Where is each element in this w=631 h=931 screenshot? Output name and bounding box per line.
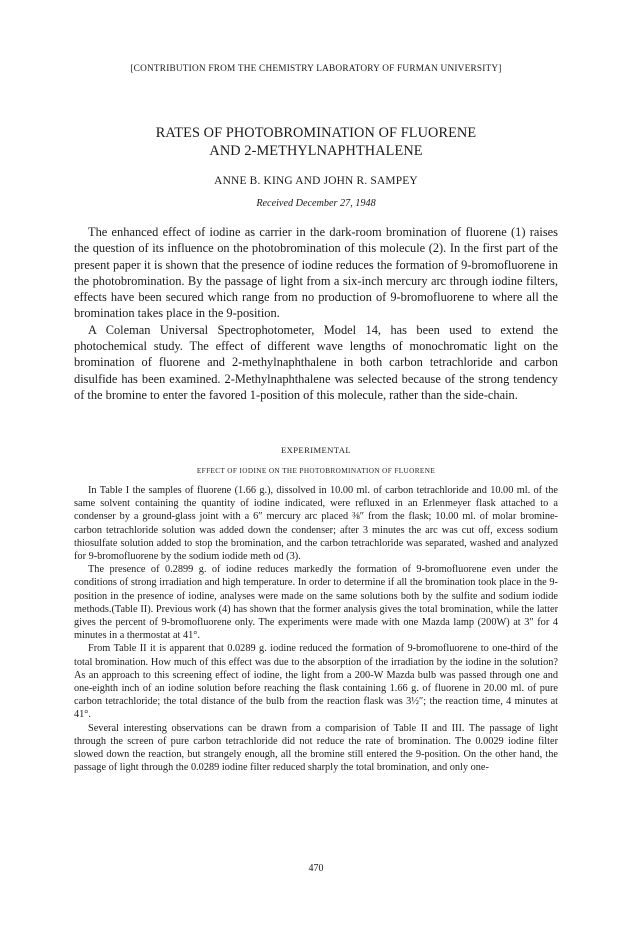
subsection-heading: EFFECT OF IODINE ON THE PHOTOBROMINATION OF FLUORENE	[196, 467, 436, 475]
intro-paragraph: The enhanced effect of iodine as carrier in the dark-room bromination of fluorene (1) raises the question of its influence on the photobromination of this molecule (2). In the first part of the present paper it is shown that the presence of iodine reduces the formation of 9-bromofluorene in the photobromination. By the passage of light from a six-inch mercury arc through iodine filters, effects have been secured which range from no production of 9-bromofluorene to where all the bromination takes place in the 9-position.	[74, 225, 558, 321]
experimental-body	[74, 484, 558, 774]
body-paragraph: In Table I the samples of fluorene (1.66 g.), dissolved in 10.00 ml. of carbon tetrachloride and 10.00 ml. of the same solvent containing the quantity of iodine indicated, were refluxed in an Erlenmeyer flask attached to a condenser by a ground-glass joint with a 6″ mercury arc placed ⅜″ from the flask; 10.00 ml. of molar bromine-carbon tetrachloride solution was added down the condenser; after 3 minutes the arc was cut off, excess sodium thiosulfate solution added to stop the bromination, and the carbon tetrachloride was separated, washed and analyzed for 9-bromofluorene by the sodium iodide meth od (3).	[74, 485, 558, 563]
received-date: Received December 27, 1948	[256, 198, 376, 209]
introduction	[74, 224, 558, 403]
contribution-header: [CONTRIBUTION FROM THE CHEMISTRY LABORATORY OF FURMAN UNIVERSITY]	[130, 64, 502, 74]
body-paragraph: Several interesting observations can be drawn from a comparision of Table II and III. The passage of light through the screen of pure carbon tetrachloride did not reduce the rate of bromination. The 0.0029 iodine filter slowed down the reaction, but strangely enough, all the bromine still entered the 9-position. On the other hand, the passage of light through the 0.0289 iodine filter reduced sharply the total bromination, and only one-	[74, 722, 558, 774]
article-title-line-1: RATES OF PHOTOBROMINATION OF FLUORENE	[155, 125, 477, 141]
section-heading: EXPERIMENTAL	[281, 445, 351, 455]
body-paragraph: The presence of 0.2899 g. of iodine reduces markedly the formation of 9-bromofluorene even under the conditions of strong irradiation and high temperature. In order to determine if all the bromination took place in the 9-position in the presence of iodine, analyses were made on the same solutions both by the sulfite and sodium iodide methods.(Table II). Previous work (4) has shown that the former analysis gives the total bromination, while the latter gives the percent of 9-bromofluorene only. The experiments were made with one Mazda lamp (200W) at 3″ for 4 minutes in a thermostat at 41°.	[74, 564, 558, 642]
article-title	[74, 124, 558, 160]
page-number: 470	[308, 863, 324, 874]
author-line: ANNE B. KING AND JOHN R. SAMPEY	[214, 175, 418, 187]
body-paragraph: From Table II it is apparent that 0.0289 g. iodine reduced the formation of 9-bromofluorene to one-third of the total bromination. How much of this effect was due to the absorption of the irradiation by the iodine in the solution? As an approach to this screening effect of iodine, the light from a 200-W Mazda bulb was passed through one and one-eighth inch of an iodine solution before reaching the flask containing 1.66 g. of fluorene in 20.00 ml. of pure carbon tetrachloride; the total distance of the bulb from the reaction flask was 3½″; the reaction time, 4 minutes at 41°.	[74, 643, 558, 721]
intro-paragraph: A Coleman Universal Spectrophotometer, Model 14, has been used to extend the photochemical study. The effect of different wave lengths of monochromatic light on the bromination of fluorene and 2-methylnaphthalene in both carbon tetrachloride and carbon disulfide has been examined. 2-Methylnaphthalene was selected because of the strong tendency of the bromine to enter the favored 1-position of this molecule, rather than the side-chain.	[74, 322, 558, 402]
article-title-line-2: AND 2-METHYLNAPHTHALENE	[209, 143, 423, 159]
